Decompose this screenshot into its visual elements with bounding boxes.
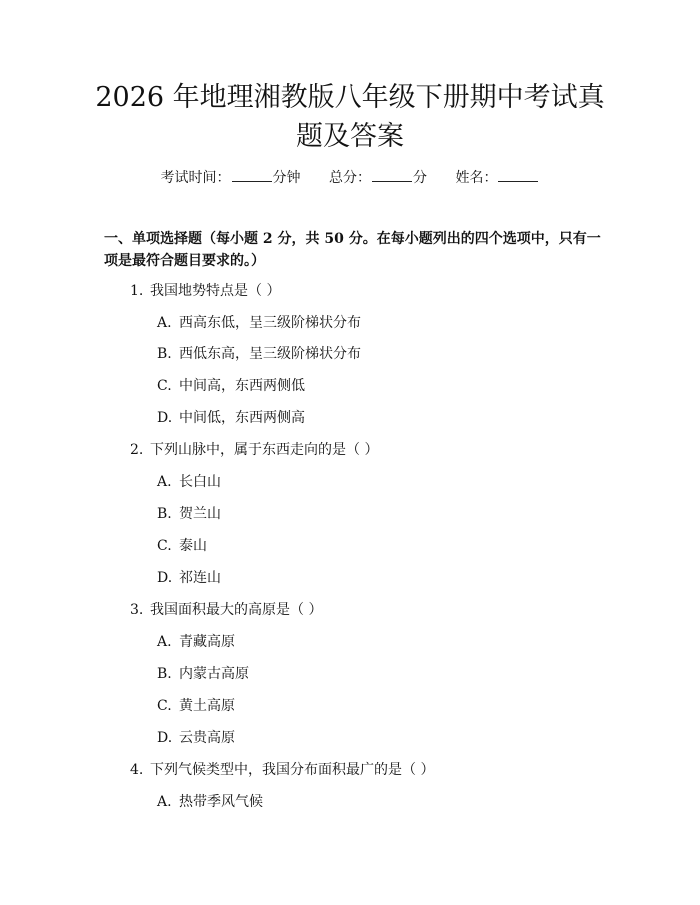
question-3-option-c — [157, 696, 235, 716]
option-letter: B. — [157, 346, 172, 362]
total-score-field — [329, 170, 427, 186]
option-text: 长白山 — [179, 474, 221, 490]
option-text: 云贵高原 — [179, 730, 235, 746]
option-letter: A. — [157, 634, 172, 650]
option-text: 西高东低，呈三级阶梯状分布 — [179, 315, 361, 331]
option-text: 中间低，东西两侧高 — [179, 410, 305, 426]
exam-time-unit: 分钟 — [272, 170, 301, 186]
option-letter: A. — [157, 794, 172, 810]
student-name-blank — [498, 168, 538, 182]
question-number: 3. — [130, 602, 144, 618]
question-2-option-d — [157, 568, 221, 588]
student-name-field — [455, 170, 539, 186]
question-text: 下列气候类型中，我国分布面积最广的是（ ） — [150, 762, 435, 778]
option-text: 贺兰山 — [179, 506, 221, 522]
option-text: 内蒙古高原 — [179, 666, 249, 682]
option-letter: A. — [157, 474, 172, 490]
total-score-label: 总分： — [329, 170, 371, 186]
question-3-option-b — [157, 664, 249, 684]
question-number: 2. — [130, 442, 144, 458]
option-letter: D. — [157, 730, 173, 746]
option-letter: D. — [157, 410, 173, 426]
question-2-option-b — [157, 504, 221, 524]
option-text: 热带季风气候 — [179, 794, 263, 810]
option-text: 青藏高原 — [179, 634, 235, 650]
option-text: 泰山 — [179, 538, 207, 554]
section-heading: 一、单项选择题（每小题 2 分，共 50 分。在每小题列出的四个选项中，只有一项是最符合题目要求的。） — [104, 231, 601, 269]
page-title: 2026 年地理湘教版八年级下册期中考试真题及答案 — [95, 82, 605, 152]
option-text: 黄土高原 — [179, 698, 235, 714]
option-letter: A. — [157, 315, 172, 331]
question-text: 我国地势特点是（ ） — [150, 283, 281, 299]
option-letter: C. — [157, 698, 172, 714]
question-4 — [130, 760, 434, 780]
exam-meta-line — [0, 168, 700, 188]
question-4-option-a — [157, 792, 263, 812]
option-letter: D. — [157, 570, 173, 586]
question-1-option-b — [157, 344, 361, 364]
question-1-option-a — [157, 313, 361, 333]
option-text: 中间高，东西两侧低 — [179, 378, 305, 394]
question-3 — [130, 600, 322, 620]
option-text: 西低东高，呈三级阶梯状分布 — [179, 346, 361, 362]
question-2-option-c — [157, 536, 207, 556]
question-text: 下列山脉中，属于东西走向的是（ ） — [150, 442, 379, 458]
question-2-option-a — [157, 472, 221, 492]
option-text: 祁连山 — [179, 570, 221, 586]
question-2 — [130, 440, 378, 460]
total-score-unit: 分 — [413, 170, 427, 186]
option-letter: C. — [157, 378, 172, 394]
question-text: 我国面积最大的高原是（ ） — [150, 602, 323, 618]
question-number: 1. — [130, 283, 144, 299]
question-1-option-c — [157, 376, 305, 396]
option-letter: B. — [157, 666, 172, 682]
exam-time-field — [161, 170, 301, 186]
exam-time-blank — [232, 168, 272, 182]
question-3-option-d — [157, 728, 235, 748]
exam-time-label: 考试时间： — [160, 170, 231, 186]
option-letter: C. — [157, 538, 172, 554]
total-score-blank — [372, 168, 412, 182]
question-1 — [130, 281, 280, 301]
question-number: 4. — [130, 762, 144, 778]
question-3-option-a — [157, 632, 235, 652]
student-name-label: 姓名： — [455, 170, 498, 186]
option-letter: B. — [157, 506, 172, 522]
question-1-option-d — [157, 408, 305, 428]
